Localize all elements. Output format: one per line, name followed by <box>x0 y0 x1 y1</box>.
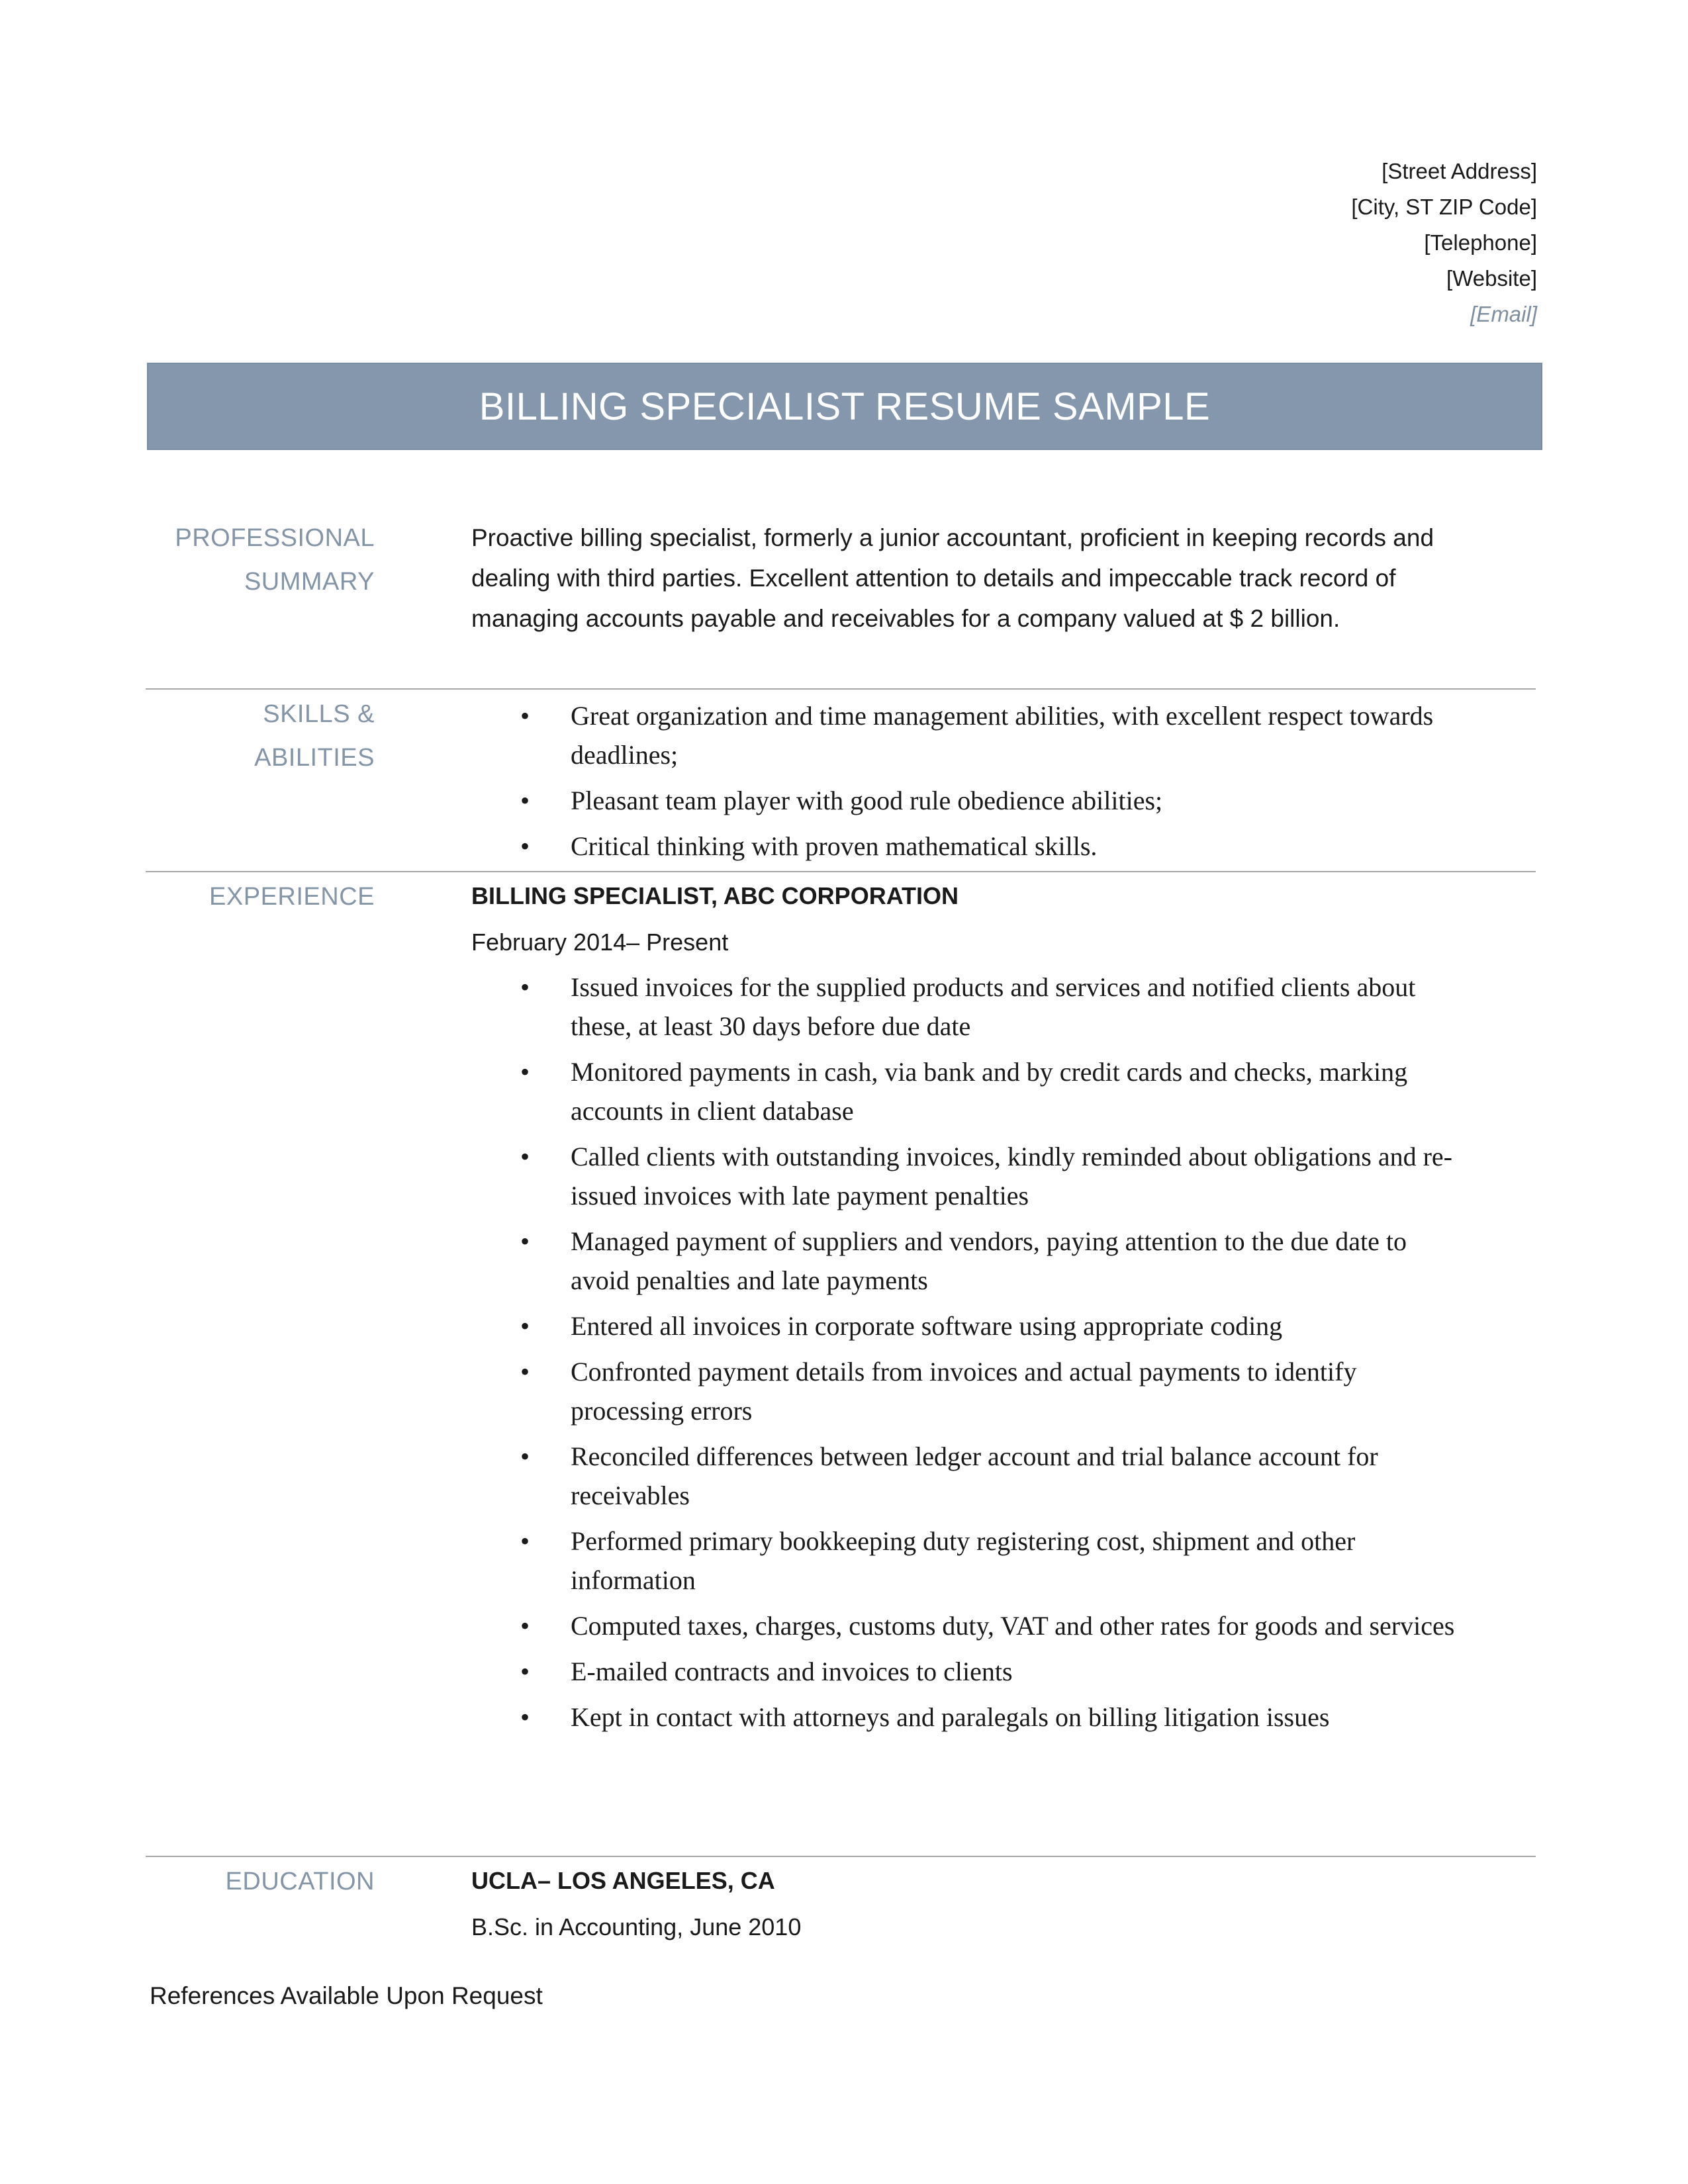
degree: B.Sc. in Accounting, June 2010 <box>471 1913 802 1940</box>
bullet-icon: • <box>520 1611 530 1641</box>
bullet-icon: • <box>520 1657 530 1686</box>
email: [Email] <box>1470 302 1537 326</box>
list-item: • Kept in contact with attorneys and paralegals on billing litigation issues <box>471 1698 1471 1737</box>
list-item: • Performed primary bookkeeping duty registering cost, shipment and other information <box>471 1522 1471 1600</box>
section-divider <box>146 871 1536 872</box>
bullet-icon: • <box>520 1057 530 1087</box>
list-item: • Reconciled differences between ledger account and trial balance account for receivables <box>471 1437 1471 1515</box>
section-divider <box>146 688 1536 690</box>
telephone: [Telephone] <box>1424 230 1537 255</box>
skills-list <box>471 696 1491 866</box>
summary-text: Proactive billing specialist, formerly a junior accountant, proficient in keeping records and dealing with third parties. Excellent attention to details and impeccable track record of managing accounts payable and receivables for a company valued at $ 2 billion. <box>471 524 1434 632</box>
bullet-icon: • <box>520 1526 530 1556</box>
bullet-icon: • <box>520 1142 530 1171</box>
bullet-icon: • <box>520 1441 530 1471</box>
list-item: • Critical thinking with proven mathematical skills. <box>471 827 1471 866</box>
bullet-icon: • <box>520 972 530 1002</box>
list-item: • Monitored payments in cash, via bank and by credit cards and checks, marking accounts in client database <box>471 1052 1471 1130</box>
references-note: References Available Upon Request <box>150 1982 543 2009</box>
city-state-zip: [City, ST ZIP Code] <box>1351 195 1537 219</box>
list-item: • Issued invoices for the supplied products and services and notified clients about these, at least 30 days before due date <box>471 968 1471 1046</box>
list-item: • E-mailed contracts and invoices to clients <box>471 1652 1471 1691</box>
list-item: • Pleasant team player with good rule obedience abilities; <box>471 781 1471 820</box>
list-item: • Great organization and time management abilities, with excellent respect towards deadlines; <box>471 696 1471 774</box>
bullet-icon: • <box>520 1357 530 1387</box>
school-name: UCLA– LOS ANGELES, CA <box>471 1867 775 1894</box>
resume-title: BILLING SPECIALIST RESUME SAMPLE <box>479 385 1211 428</box>
bullet-icon: • <box>520 1226 530 1256</box>
summary-label <box>146 516 375 604</box>
bullet-icon: • <box>520 1311 530 1341</box>
list-item: • Computed taxes, charges, customs duty, VAT and other rates for goods and services <box>471 1606 1471 1645</box>
bullet-icon: • <box>520 786 530 815</box>
list-item: • Entered all invoices in corporate software using appropriate coding <box>471 1306 1471 1345</box>
experience-label: EXPERIENCE <box>209 883 375 911</box>
summary-label-line1: PROFESSIONAL <box>175 524 375 552</box>
website: [Website] <box>1446 266 1537 291</box>
job-dates: February 2014– Present <box>471 929 729 956</box>
list-item: • Called clients with outstanding invoices, kindly reminded about obligations and re-issued invoices with late payment penalties <box>471 1137 1471 1215</box>
summary-label-line2: SUMMARY <box>244 568 375 596</box>
street-address: [Street Address] <box>1382 159 1537 183</box>
bullet-icon: • <box>520 1702 530 1732</box>
skills-label: SKILLS & ABILITIES <box>254 700 375 772</box>
resume-title-bar <box>147 363 1542 450</box>
experience-list <box>471 968 1491 1737</box>
list-item: • Confronted payment details from invoices and actual payments to identify processing errors <box>471 1352 1471 1430</box>
contact-block <box>1351 154 1537 332</box>
bullet-icon: • <box>520 831 530 861</box>
bullet-icon: • <box>520 701 530 731</box>
list-item: • Managed payment of suppliers and vendors, paying attention to the due date to avoid penalties and late payments <box>471 1222 1471 1300</box>
education-label: EDUCATION <box>225 1868 375 1895</box>
job-title: BILLING SPECIALIST, ABC CORPORATION <box>471 882 959 909</box>
section-divider <box>146 1856 1536 1857</box>
